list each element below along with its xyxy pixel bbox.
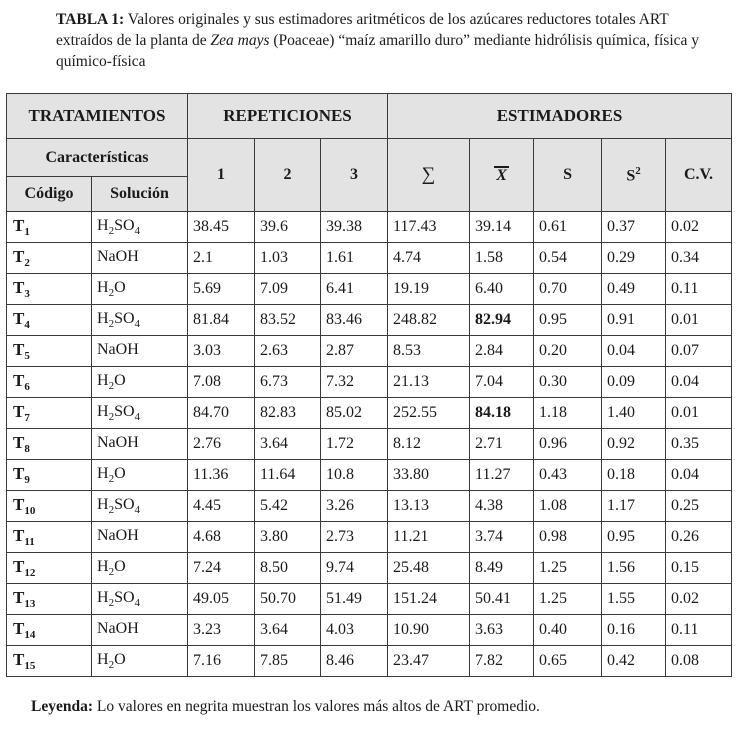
header-s2 <box>602 139 666 212</box>
value-cell-mean: 6.40 <box>470 274 534 305</box>
code-number: 1 <box>24 226 30 238</box>
value-cell-cv: 0.26 <box>666 522 732 553</box>
header-rep-1: 1 <box>188 139 255 212</box>
value-cell-r2: 50.70 <box>255 584 321 615</box>
value-cell-r2: 3.64 <box>255 615 321 646</box>
formula-part: NaOH <box>97 620 139 637</box>
value-cell-cv: 0.08 <box>666 646 732 677</box>
code-cell <box>7 367 92 398</box>
value-cell-r1: 4.68 <box>188 522 255 553</box>
value-cell-s: 1.25 <box>534 584 602 615</box>
value-cell-r2: 3.64 <box>255 429 321 460</box>
code-letter: T <box>13 402 25 421</box>
value-cell-r3: 3.26 <box>321 491 388 522</box>
table-row <box>7 274 732 305</box>
solution-cell <box>92 553 188 584</box>
value-cell-sum: 117.43 <box>388 212 470 243</box>
value-cell-r3: 6.41 <box>321 274 388 305</box>
value-cell-mean: 3.63 <box>470 615 534 646</box>
code-cell <box>7 522 92 553</box>
table-row <box>7 212 732 243</box>
solution-cell <box>92 243 188 274</box>
table-row <box>7 522 732 553</box>
value-cell-cv: 0.02 <box>666 584 732 615</box>
value-cell-cv: 0.34 <box>666 243 732 274</box>
value-cell-r3: 1.61 <box>321 243 388 274</box>
s2-exponent: 2 <box>635 164 641 177</box>
code-number: 12 <box>24 567 36 579</box>
header-mean <box>470 139 534 212</box>
value-cell-s: 1.08 <box>534 491 602 522</box>
value-cell-s: 0.54 <box>534 243 602 274</box>
solution-cell <box>92 212 188 243</box>
formula-part: H <box>97 651 109 668</box>
value-cell-r3: 39.38 <box>321 212 388 243</box>
table-caption <box>56 9 708 72</box>
header-estimadores: ESTIMADORES <box>388 94 732 139</box>
code-cell <box>7 646 92 677</box>
value-cell-s2: 0.92 <box>602 429 666 460</box>
value-cell-cv: 0.11 <box>666 615 732 646</box>
code-cell <box>7 584 92 615</box>
code-letter: T <box>13 371 25 390</box>
table-row <box>7 491 732 522</box>
solution-cell <box>92 274 188 305</box>
value-cell-r1: 38.45 <box>188 212 255 243</box>
value-cell-r3: 2.87 <box>321 336 388 367</box>
solution-cell <box>92 646 188 677</box>
formula-part: O <box>114 372 126 389</box>
code-cell <box>7 243 92 274</box>
code-number: 6 <box>24 381 30 393</box>
table-row <box>7 305 732 336</box>
code-letter: T <box>13 588 25 607</box>
value-cell-cv: 0.04 <box>666 460 732 491</box>
value-cell-r2: 7.09 <box>255 274 321 305</box>
formula-part: H <box>97 403 109 420</box>
table-row <box>7 367 732 398</box>
code-letter: T <box>13 526 25 545</box>
code-number: 7 <box>24 412 30 424</box>
value-cell-r1: 3.03 <box>188 336 255 367</box>
value-cell-s2: 0.42 <box>602 646 666 677</box>
code-number: 4 <box>24 319 30 331</box>
value-cell-r1: 7.16 <box>188 646 255 677</box>
solution-cell <box>92 615 188 646</box>
formula-sub: 4 <box>134 597 141 609</box>
formula-part: O <box>114 465 126 482</box>
caption-text-a: Valores originales y sus estimadores aritméticos de los azúcares reductores totales ART extraídos de la planta de <box>56 11 669 49</box>
value-cell-cv: 0.15 <box>666 553 732 584</box>
value-cell-r1: 84.70 <box>188 398 255 429</box>
value-cell-r2: 82.83 <box>255 398 321 429</box>
code-number: 9 <box>24 474 30 486</box>
header-sum: ∑ <box>388 139 470 212</box>
solution-cell <box>92 491 188 522</box>
value-cell-mean: 7.04 <box>470 367 534 398</box>
value-cell-mean: 1.58 <box>470 243 534 274</box>
value-cell-r2: 7.85 <box>255 646 321 677</box>
formula-sub: 2 <box>108 659 115 671</box>
value-cell-r1: 4.45 <box>188 491 255 522</box>
code-number: 3 <box>24 288 30 300</box>
solution-cell <box>92 367 188 398</box>
value-cell-r3: 10.8 <box>321 460 388 491</box>
value-cell-sum: 19.19 <box>388 274 470 305</box>
value-cell-mean: 50.41 <box>470 584 534 615</box>
value-cell-r1: 7.24 <box>188 553 255 584</box>
code-cell <box>7 305 92 336</box>
formula-part: H <box>97 310 109 327</box>
code-letter: T <box>13 464 25 483</box>
value-cell-r1: 5.69 <box>188 274 255 305</box>
value-cell-r3: 8.46 <box>321 646 388 677</box>
table-row <box>7 460 732 491</box>
formula-part: SO <box>114 403 135 420</box>
code-number: 11 <box>24 536 35 548</box>
value-cell-mean: 7.82 <box>470 646 534 677</box>
value-cell-r2: 3.80 <box>255 522 321 553</box>
code-number: 5 <box>24 350 30 362</box>
s2-base: S <box>626 167 636 185</box>
value-cell-sum: 151.24 <box>388 584 470 615</box>
value-cell-s2: 0.16 <box>602 615 666 646</box>
value-cell-cv: 0.25 <box>666 491 732 522</box>
value-cell-r3: 83.46 <box>321 305 388 336</box>
value-cell-s: 0.98 <box>534 522 602 553</box>
code-cell <box>7 553 92 584</box>
value-cell-s2: 1.40 <box>602 398 666 429</box>
code-letter: T <box>13 495 25 514</box>
formula-sub: 2 <box>108 380 115 392</box>
code-cell <box>7 491 92 522</box>
value-cell-r3: 85.02 <box>321 398 388 429</box>
value-cell-sum: 248.82 <box>388 305 470 336</box>
table-row <box>7 243 732 274</box>
value-cell-cv: 0.11 <box>666 274 732 305</box>
value-cell-s2: 1.55 <box>602 584 666 615</box>
value-cell-r3: 7.32 <box>321 367 388 398</box>
table-row <box>7 584 732 615</box>
value-cell-r1: 81.84 <box>188 305 255 336</box>
code-letter: T <box>13 557 25 576</box>
value-cell-s2: 1.56 <box>602 553 666 584</box>
value-cell-s: 0.40 <box>534 615 602 646</box>
formula-part: SO <box>114 496 135 513</box>
value-cell-mean: 3.74 <box>470 522 534 553</box>
formula-sub: 2 <box>108 225 115 237</box>
value-cell-cv: 0.02 <box>666 212 732 243</box>
solution-cell <box>92 460 188 491</box>
value-cell-s2: 0.04 <box>602 336 666 367</box>
header-caracteristicas: Características <box>7 139 188 177</box>
formula-part: O <box>114 651 126 668</box>
solution-cell <box>92 522 188 553</box>
value-cell-sum: 10.90 <box>388 615 470 646</box>
legend-text: Lo valores en negrita muestran los valores más altos de ART promedio. <box>93 698 540 715</box>
formula-sub: 2 <box>108 411 115 423</box>
table-row <box>7 553 732 584</box>
header-solucion: Solución <box>92 177 188 212</box>
value-cell-s2: 0.95 <box>602 522 666 553</box>
code-number: 15 <box>24 660 36 672</box>
code-letter: T <box>13 433 25 452</box>
formula-sub: 2 <box>108 566 115 578</box>
value-cell-s2: 1.17 <box>602 491 666 522</box>
value-cell-sum: 21.13 <box>388 367 470 398</box>
code-number: 8 <box>24 443 30 455</box>
value-cell-s: 0.65 <box>534 646 602 677</box>
value-cell-r2: 8.50 <box>255 553 321 584</box>
value-cell-mean: 4.38 <box>470 491 534 522</box>
value-cell-sum: 4.74 <box>388 243 470 274</box>
value-cell-r3: 2.73 <box>321 522 388 553</box>
header-rep-3: 3 <box>321 139 388 212</box>
value-cell-s2: 0.49 <box>602 274 666 305</box>
value-cell-s2: 0.29 <box>602 243 666 274</box>
formula-part: NaOH <box>97 434 139 451</box>
value-cell-s: 0.43 <box>534 460 602 491</box>
caption-label: TABLA 1: <box>56 11 125 28</box>
table-row <box>7 429 732 460</box>
value-cell-mean: 82.94 <box>470 305 534 336</box>
value-cell-s2: 0.09 <box>602 367 666 398</box>
value-cell-sum: 23.47 <box>388 646 470 677</box>
value-cell-sum: 8.53 <box>388 336 470 367</box>
formula-sub: 2 <box>108 504 115 516</box>
code-cell <box>7 336 92 367</box>
value-cell-r1: 7.08 <box>188 367 255 398</box>
value-cell-r3: 4.03 <box>321 615 388 646</box>
table-row <box>7 336 732 367</box>
formula-sub: 2 <box>108 287 115 299</box>
value-cell-cv: 0.01 <box>666 398 732 429</box>
value-cell-r2: 2.63 <box>255 336 321 367</box>
formula-part: H <box>97 589 109 606</box>
legend-label: Leyenda: <box>31 698 93 715</box>
solution-cell <box>92 398 188 429</box>
value-cell-r3: 9.74 <box>321 553 388 584</box>
value-cell-s: 0.96 <box>534 429 602 460</box>
formula-part: O <box>114 279 126 296</box>
value-cell-sum: 252.55 <box>388 398 470 429</box>
value-cell-s: 0.61 <box>534 212 602 243</box>
formula-sub: 4 <box>134 225 141 237</box>
formula-sub: 4 <box>134 318 141 330</box>
mean-symbol: X <box>496 166 507 184</box>
value-cell-r1: 3.23 <box>188 615 255 646</box>
formula-part: SO <box>114 310 135 327</box>
value-cell-cv: 0.07 <box>666 336 732 367</box>
header-cv: C.V. <box>666 139 732 212</box>
formula-part: NaOH <box>97 527 139 544</box>
table-row <box>7 398 732 429</box>
table-legend <box>31 698 540 716</box>
formula-sub: 2 <box>108 473 115 485</box>
code-cell <box>7 274 92 305</box>
solution-cell <box>92 584 188 615</box>
formula-sub: 2 <box>108 597 115 609</box>
value-cell-mean: 2.71 <box>470 429 534 460</box>
solution-cell <box>92 305 188 336</box>
value-cell-sum: 13.13 <box>388 491 470 522</box>
formula-part: SO <box>114 589 135 606</box>
value-cell-r1: 2.76 <box>188 429 255 460</box>
value-cell-r2: 83.52 <box>255 305 321 336</box>
formula-sub: 4 <box>134 411 141 423</box>
code-letter: T <box>13 619 25 638</box>
code-letter: T <box>13 309 25 328</box>
code-cell <box>7 212 92 243</box>
solution-cell <box>92 336 188 367</box>
value-cell-s2: 0.18 <box>602 460 666 491</box>
solution-cell <box>92 429 188 460</box>
header-codigo: Código <box>7 177 92 212</box>
value-cell-cv: 0.35 <box>666 429 732 460</box>
code-cell <box>7 615 92 646</box>
value-cell-sum: 8.12 <box>388 429 470 460</box>
formula-sub: 4 <box>134 504 141 516</box>
value-cell-s: 0.70 <box>534 274 602 305</box>
value-cell-s: 0.30 <box>534 367 602 398</box>
formula-part: H <box>97 372 109 389</box>
code-number: 14 <box>24 629 36 641</box>
value-cell-cv: 0.04 <box>666 367 732 398</box>
formula-part: SO <box>114 217 135 234</box>
data-table <box>6 93 732 677</box>
value-cell-cv: 0.01 <box>666 305 732 336</box>
formula-part: H <box>97 558 109 575</box>
value-cell-mean: 8.49 <box>470 553 534 584</box>
caption-text-b: (Poaceae) “maíz amarillo duro” mediante hidrólisis química, física y químico-física <box>56 32 700 70</box>
value-cell-s: 0.20 <box>534 336 602 367</box>
value-cell-s2: 0.91 <box>602 305 666 336</box>
code-cell <box>7 429 92 460</box>
value-cell-r2: 5.42 <box>255 491 321 522</box>
formula-part: O <box>114 558 126 575</box>
code-cell <box>7 398 92 429</box>
formula-part: NaOH <box>97 341 139 358</box>
value-cell-mean: 84.18 <box>470 398 534 429</box>
code-letter: T <box>13 278 25 297</box>
value-cell-mean: 11.27 <box>470 460 534 491</box>
value-cell-r1: 2.1 <box>188 243 255 274</box>
header-s: S <box>534 139 602 212</box>
table-row <box>7 646 732 677</box>
formula-sub: 2 <box>108 318 115 330</box>
formula-part: H <box>97 465 109 482</box>
formula-part: H <box>97 279 109 296</box>
value-cell-r2: 39.6 <box>255 212 321 243</box>
code-number: 10 <box>24 505 36 517</box>
code-letter: T <box>13 216 25 235</box>
value-cell-sum: 33.80 <box>388 460 470 491</box>
value-cell-r3: 1.72 <box>321 429 388 460</box>
value-cell-s: 1.18 <box>534 398 602 429</box>
caption-species: Zea mays <box>210 32 270 49</box>
value-cell-r3: 51.49 <box>321 584 388 615</box>
formula-part: H <box>97 496 109 513</box>
code-number: 13 <box>24 598 36 610</box>
value-cell-r1: 49.05 <box>188 584 255 615</box>
value-cell-sum: 25.48 <box>388 553 470 584</box>
value-cell-r2: 1.03 <box>255 243 321 274</box>
value-cell-s: 1.25 <box>534 553 602 584</box>
table-body <box>7 212 732 677</box>
code-cell <box>7 460 92 491</box>
formula-part: NaOH <box>97 248 139 265</box>
code-letter: T <box>13 340 25 359</box>
value-cell-r2: 6.73 <box>255 367 321 398</box>
value-cell-mean: 2.84 <box>470 336 534 367</box>
header-tratamientos: TRATAMIENTOS <box>7 94 188 139</box>
code-letter: T <box>13 650 25 669</box>
value-cell-r2: 11.64 <box>255 460 321 491</box>
code-letter: T <box>13 247 25 266</box>
value-cell-sum: 11.21 <box>388 522 470 553</box>
formula-part: H <box>97 217 109 234</box>
header-rep-2: 2 <box>255 139 321 212</box>
header-repeticiones: REPETICIONES <box>188 94 388 139</box>
code-number: 2 <box>24 257 30 269</box>
value-cell-r1: 11.36 <box>188 460 255 491</box>
value-cell-mean: 39.14 <box>470 212 534 243</box>
table-row <box>7 615 732 646</box>
value-cell-s: 0.95 <box>534 305 602 336</box>
value-cell-s2: 0.37 <box>602 212 666 243</box>
